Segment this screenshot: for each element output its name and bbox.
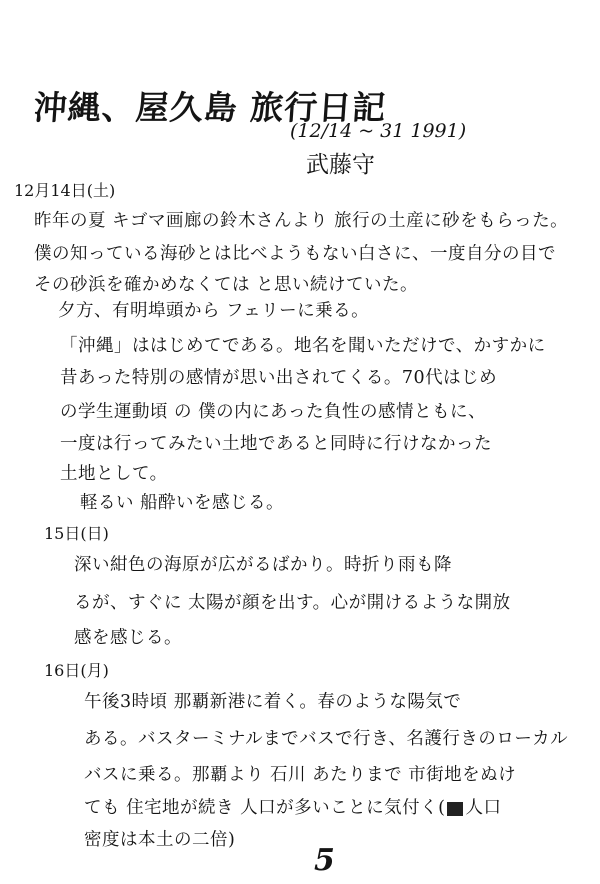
entry-line: 夕方、有明埠頭から フェリーに乗る。 <box>58 301 370 321</box>
entry-line: ある。バスターミナルまでバスで行き、名護行きのローカル <box>84 729 569 749</box>
entry-line-text: ても 住宅地が続き 人口が多いことに気付く( <box>84 798 446 818</box>
entry-line: 深い紺色の海原が広がるばかり。時折り雨も降 <box>74 555 452 575</box>
author-name: 武藤守 <box>306 152 375 178</box>
entry-line: 密度は本土の二倍) <box>84 830 236 850</box>
entry-date-14: 12月14日(土) <box>14 181 116 200</box>
entry-date-16: 16日(月) <box>44 661 109 680</box>
entry-line: 一度は行ってみたい土地であると同時に行けなかった <box>60 434 492 454</box>
strikethrough-mark <box>447 802 463 816</box>
entry-line-text: 人口 <box>465 798 502 818</box>
date-range: (12/14 ~ 31 1991) <box>290 120 467 142</box>
entry-line: バスに乗る。那覇より 石川 あたりまで 市街地をぬけ <box>84 765 517 785</box>
entry-line: 昔あった特別の感情が思い出されてくる。70代はじめ <box>60 368 498 388</box>
entry-line: の学生運動頃 の 僕の内にあった負性の感情ともに、 <box>60 402 486 422</box>
entry-line: 「沖縄」ははじめてである。地名を聞いただけで、かすかに <box>60 336 546 356</box>
page-number: 5 <box>314 843 335 878</box>
entry-line: 軽るい 船酔いを感じる。 <box>80 493 285 513</box>
entry-line: 土地として。 <box>60 464 168 484</box>
entry-line: 感を感じる。 <box>74 628 182 648</box>
entry-line: その砂浜を確かめなくては と思い続けていた。 <box>34 275 419 295</box>
entry-line: 午後3時頃 那覇新港に着く。春のような陽気で <box>84 692 462 712</box>
entry-line: るが、すぐに 太陽が顔を出す。心が開けるような開放 <box>74 593 511 613</box>
entry-line: 昨年の夏 キゴマ画廊の鈴木さんより 旅行の土産に砂をもらった。 <box>34 211 569 231</box>
diary-title: 沖縄、屋久島 旅行日記 <box>32 88 388 127</box>
entry-line-with-strike <box>84 794 501 819</box>
entry-line: 僕の知っている海砂とは比べようもない白さに、一度自分の目で <box>34 244 556 264</box>
entry-date-15: 15日(日) <box>44 524 109 543</box>
